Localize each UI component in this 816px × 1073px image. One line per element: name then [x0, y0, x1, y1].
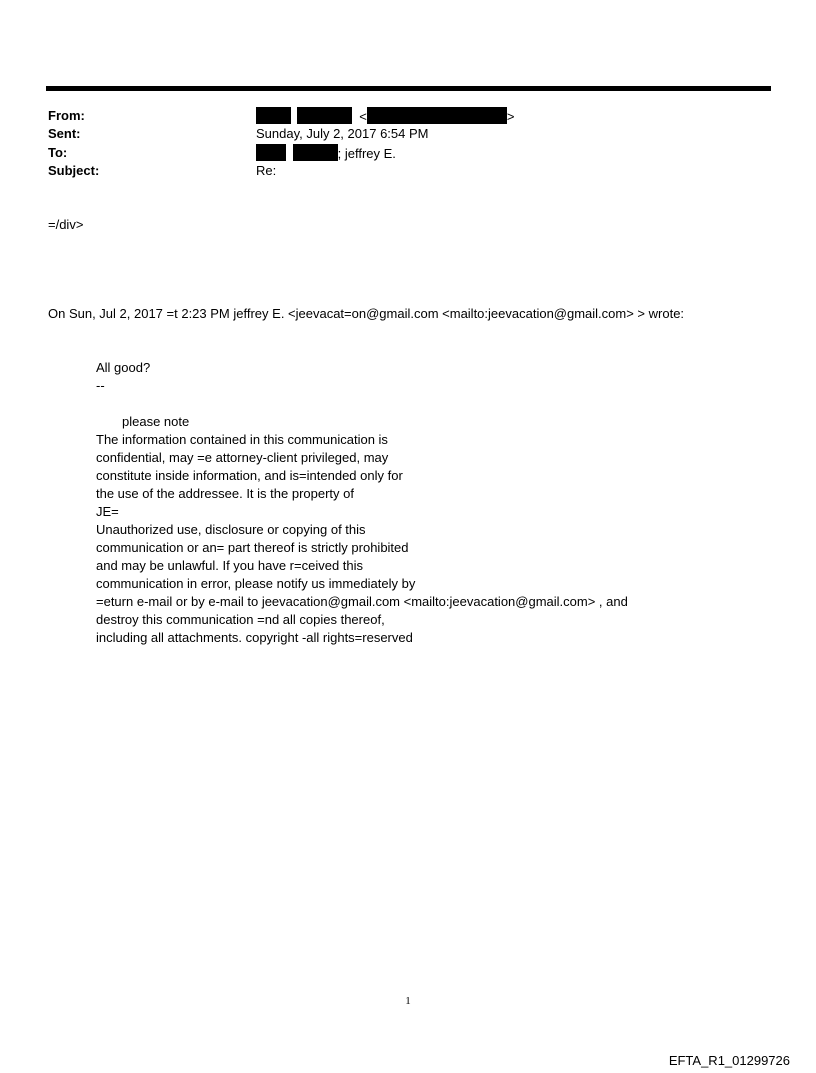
subject-value: Re: [256, 163, 277, 178]
disclaimer-line: destroy this communication =nd all copies thereof, [96, 612, 385, 627]
disclaimer-line: constitute inside information, and is=intended only for [96, 468, 403, 483]
disclaimer-line: including all attachments. copyright -all rights=reserved [96, 630, 413, 645]
sent-label: Sent: [48, 126, 81, 141]
header-rule [46, 86, 771, 91]
document-id: EFTA_R1_01299726 [668, 1053, 790, 1068]
disclaimer-line: communication or an= part thereof is strictly prohibited [96, 540, 409, 555]
redaction-block [297, 107, 352, 124]
to-value [256, 144, 396, 163]
from-angle-close: > [506, 109, 515, 124]
disclaimer-line: confidential, may =e attorney-client privileged, may [96, 450, 389, 465]
to-label: To: [48, 145, 68, 160]
message-text: All good? [96, 360, 151, 375]
quote-attribution: On Sun, Jul 2, 2017 =t 2:23 PM jeffrey E. <jeevacat=on@gmail.com <mailto:jeevacation@gmail.com> > wrote: [48, 306, 685, 321]
disclaimer-line: The information contained in this communication is [96, 432, 388, 447]
from-angle-open: < [359, 109, 367, 124]
disclaimer-line: the use of the addressee. It is the property of [96, 486, 354, 501]
sent-value: Sunday, July 2, 2017 6:54 PM [256, 126, 429, 141]
to-recipient: ; jeffrey E. [337, 146, 396, 161]
page-number: 1 [405, 995, 411, 1007]
disclaimer-line: communication in error, please notify us immediately by [96, 576, 416, 591]
redaction-block [256, 144, 286, 161]
disclaimer-line: and may be unlawful. If you have r=ceived this [96, 558, 364, 573]
disclaimer-line: JE= [96, 504, 119, 519]
subject-label: Subject: [48, 163, 100, 178]
disclaimer-line: Unauthorized use, disclosure or copying of this [96, 522, 366, 537]
disclaimer-line: =eturn e-mail or by e-mail to jeevacation@gmail.com <mailto:jeevacation@gmail.com> , and [96, 594, 628, 609]
from-label: From: [48, 108, 85, 123]
redaction-block [293, 144, 338, 161]
signature-separator: -- [96, 378, 105, 393]
redaction-block [256, 107, 291, 124]
from-value [256, 107, 514, 126]
div-artifact: =/div> [48, 217, 84, 232]
please-note: please note [122, 414, 190, 429]
redaction-block [367, 107, 507, 124]
